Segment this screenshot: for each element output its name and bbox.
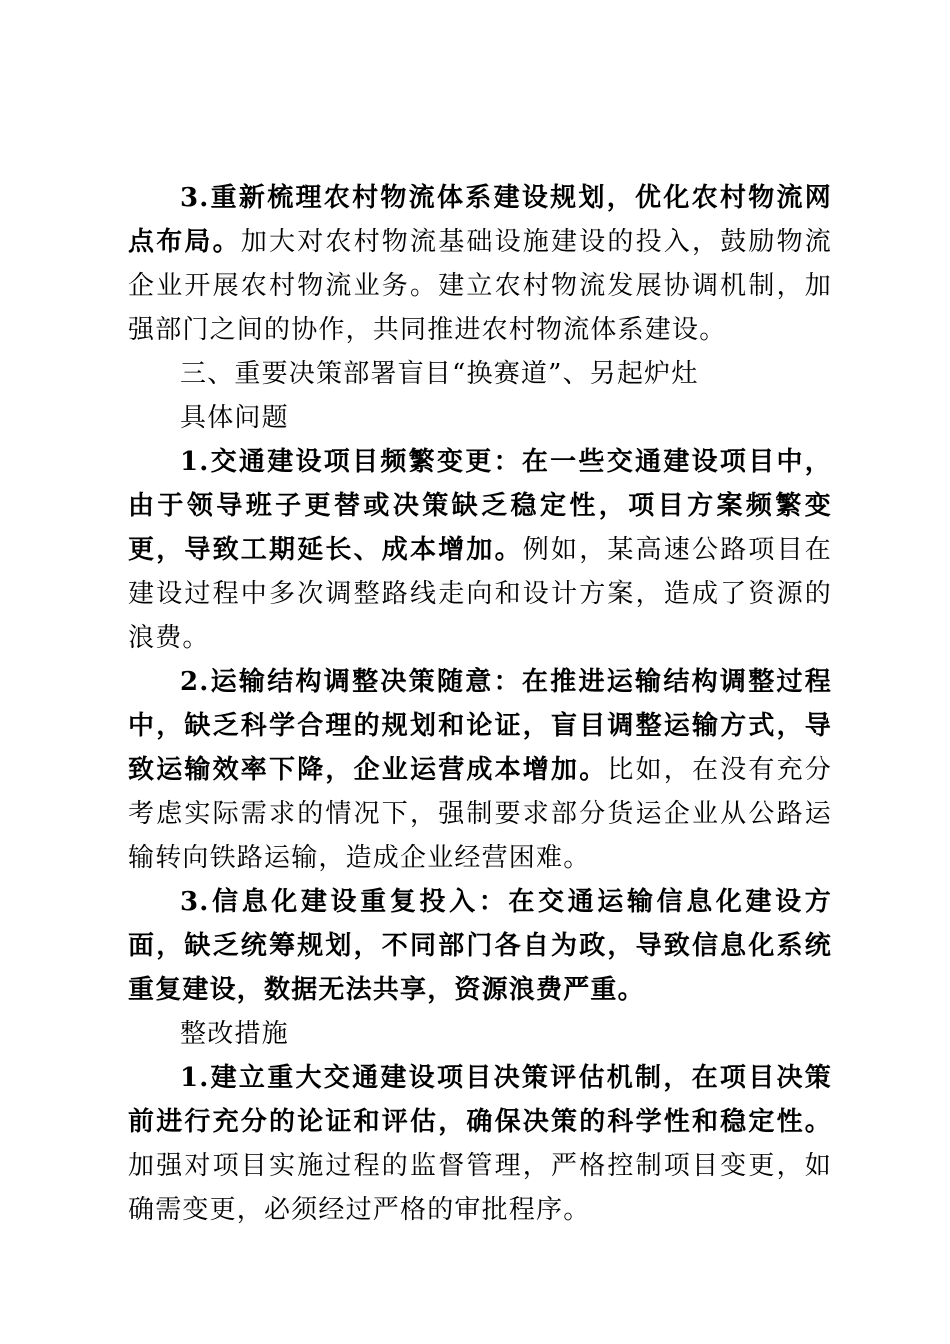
problem-text: 例如，某高速公路项目在建设过程中多次调整路线走向和设计方案，造成了资源的浪费。 [128,535,832,653]
subheading-text: 整改措施 [180,1019,289,1049]
problem-item-3 [128,880,832,1012]
paragraph-text: 加大对农村物流基础设施建设的投入，鼓励物流企业开展农村物流业务。建立农村物流发展协调机制，加强部门之间的协作，共同推进农村物流体系建设。 [128,227,833,345]
paragraph-rural-logistics-plan [128,176,832,352]
measure-heading: 1.建立重大交通建设项目决策评估机制，在项目决策前进行充分的论证和评估，确保决策的科学性和稳定性。 [128,1063,832,1137]
problem-heading: 1.交通建设项目频繁变更：在一些交通建设项目中，由于领导班子更替或决策缺乏稳定性，项目方案频繁变更，导致工期延长、成本增加。 [128,447,832,565]
document-body [128,176,832,1232]
measure-item-1 [128,1056,832,1232]
problem-heading: 3.信息化建设重复投入：在交通运输信息化建设方面，缺乏统筹规划，不同部门各自为政，导致信息化系统重复建设，数据无法共享，资源浪费严重。 [128,887,832,1005]
problem-text: 比如，在没有充分考虑实际需求的情况下，强制要求部分货运企业从公路运输转向铁路运输，造成企业经营困难。 [128,755,832,873]
subheading-rectification-measures [128,1012,832,1056]
section-heading-text: 三、重要决策部署盲目“换赛道”、另起炉灶 [180,359,699,389]
problem-heading: 2.运输结构调整决策随意：在推进运输结构调整过程中，缺乏科学合理的规划和论证，盲目调整运输方式，导致运输效率下降，企业运营成本增加。 [128,667,832,785]
measure-text: 加强对项目实施过程的监督管理，严格控制项目变更，如确需变更，必须经过严格的审批程序。 [128,1151,832,1225]
subheading-text: 具体问题 [180,403,289,433]
section-heading-3 [128,352,832,396]
problem-item-1 [128,440,832,660]
subheading-specific-problems [128,396,832,440]
paragraph-heading: 3.重新梳理农村物流体系建设规划，优化农村物流网点布局。 [128,183,832,257]
problem-item-2 [128,660,832,880]
